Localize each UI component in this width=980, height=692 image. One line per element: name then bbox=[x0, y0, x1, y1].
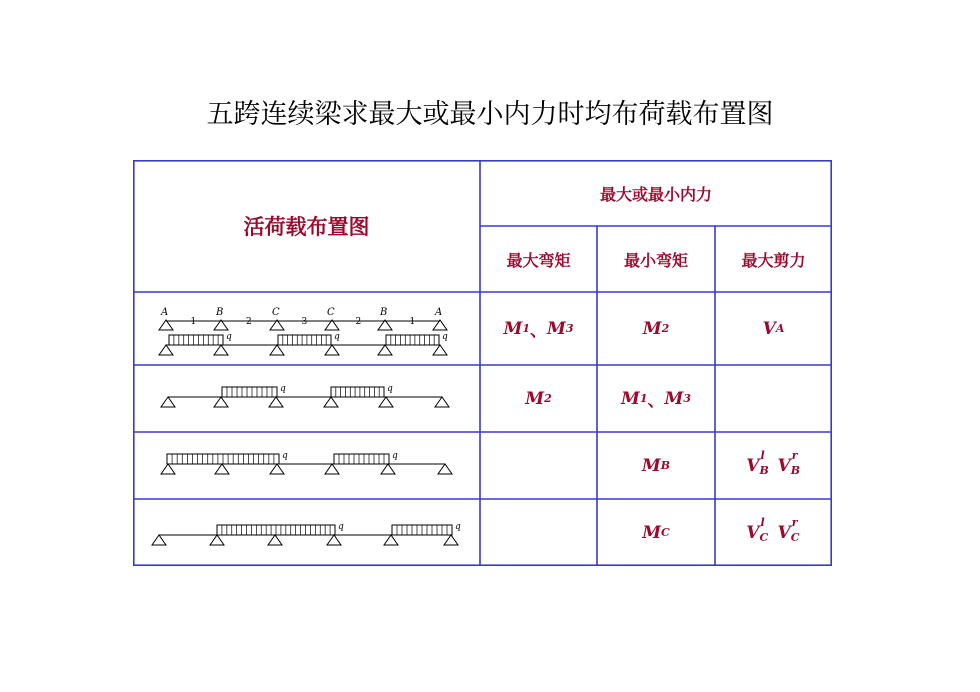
row2-support-4 bbox=[324, 397, 338, 407]
row4-support-5 bbox=[384, 535, 398, 545]
row1-support-2 bbox=[214, 345, 228, 355]
support-letter-6: A bbox=[435, 307, 443, 318]
row1-support-1 bbox=[159, 345, 173, 355]
row4-support-1 bbox=[152, 535, 166, 545]
load-arrangement-table bbox=[133, 160, 832, 566]
header-max-min-internal-force: 最大或最小内力 bbox=[599, 184, 712, 204]
row4-support-3 bbox=[268, 535, 282, 545]
row4-load-span2-3-q-label: q bbox=[338, 522, 344, 532]
row2-load-span2 bbox=[222, 387, 277, 397]
row3-load-span4-q-label: q bbox=[392, 451, 398, 461]
row3-load-span4 bbox=[334, 454, 389, 464]
support-letter-2: B bbox=[216, 307, 224, 318]
row3-support-4 bbox=[325, 464, 339, 474]
row1-min-moment: M 2 bbox=[642, 318, 670, 339]
row1-support-5 bbox=[378, 345, 392, 355]
row1-load-span5 bbox=[386, 335, 439, 345]
row1-load-span3 bbox=[278, 335, 331, 345]
row3-max-shear: V l B V r B bbox=[746, 448, 801, 477]
row1-max-moment: M 1 、 M 3 bbox=[503, 318, 574, 341]
row3-load-span1-2-q-label: q bbox=[282, 451, 288, 461]
row1-load-span1-q-label: q bbox=[226, 332, 232, 342]
row2-load-span4 bbox=[331, 387, 384, 397]
row2-support-6 bbox=[435, 397, 449, 407]
row1-max-shear: V A bbox=[762, 318, 785, 339]
header-min-moment: 最小弯矩 bbox=[623, 250, 688, 270]
row3-support-1 bbox=[161, 464, 175, 474]
span-number-4: 2 bbox=[355, 317, 362, 327]
row4-min-moment: M C bbox=[642, 522, 670, 543]
support-letter-5: B bbox=[380, 307, 388, 318]
support-letter-3: C bbox=[272, 307, 280, 318]
beam-load-diagrams bbox=[133, 160, 832, 566]
row4-max-shear: V l C V r C bbox=[746, 515, 800, 544]
support-letter-1: A bbox=[161, 307, 169, 318]
row3-min-moment: M B bbox=[641, 455, 671, 476]
row2-max-moment: M 2 bbox=[525, 388, 552, 409]
header-max-moment: 最大弯矩 bbox=[506, 250, 571, 270]
row2-min-moment: M 1 、 M 3 bbox=[621, 388, 691, 411]
span-number-2: 2 bbox=[246, 317, 252, 327]
row3-support-3 bbox=[270, 464, 284, 474]
row1-load-span3-q-label: q bbox=[334, 332, 340, 342]
support-letter-4: C bbox=[327, 307, 335, 318]
span-number-1: 1 bbox=[190, 317, 197, 327]
row2-load-span2-q-label: q bbox=[280, 384, 286, 394]
row2-load-span4-q-label: q bbox=[387, 384, 393, 394]
row2-support-5 bbox=[379, 397, 393, 407]
row1-load-span5-q-label: q bbox=[442, 332, 448, 342]
page-title: 五跨连续梁求最大或最小内力时均布荷载布置图 bbox=[206, 99, 774, 130]
span-number-3: 3 bbox=[301, 317, 308, 327]
row3-support-6 bbox=[438, 464, 452, 474]
row3-support-5 bbox=[381, 464, 395, 474]
row1-support-6 bbox=[433, 345, 447, 355]
span-number-5: 1 bbox=[409, 317, 416, 327]
row2-support-1 bbox=[161, 397, 175, 407]
header-max-shear: 最大剪力 bbox=[741, 250, 806, 270]
row1-support-3 bbox=[270, 345, 284, 355]
row2-support-2 bbox=[214, 397, 228, 407]
row4-load-span5-q-label: q bbox=[455, 522, 461, 532]
row4-support-2 bbox=[210, 535, 224, 545]
header-live-load-diagram: 活荷载布置图 bbox=[243, 214, 370, 239]
row2-support-3 bbox=[269, 397, 283, 407]
row4-support-4 bbox=[327, 535, 341, 545]
row4-support-6 bbox=[444, 535, 458, 545]
row1-support-4 bbox=[325, 345, 339, 355]
row1-load-span1 bbox=[169, 335, 223, 345]
row3-support-2 bbox=[215, 464, 229, 474]
